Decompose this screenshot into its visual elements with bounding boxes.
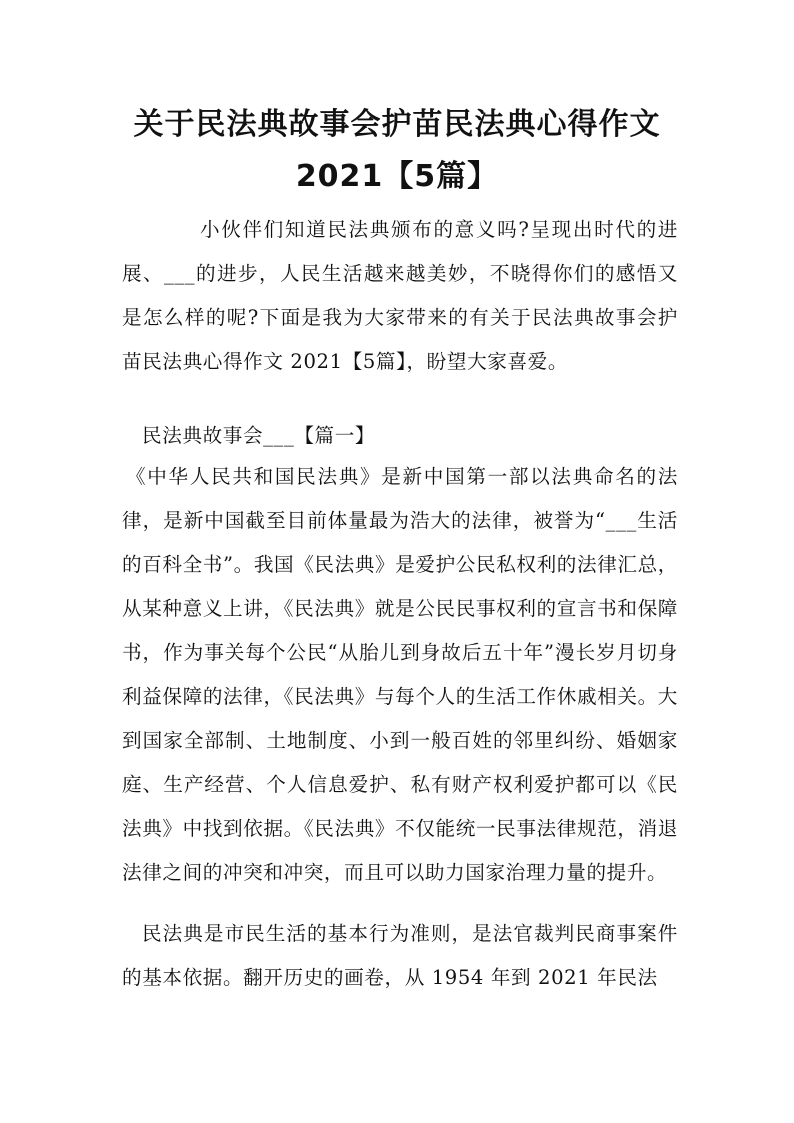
section-heading: 民法典故事会___【篇一】: [142, 424, 376, 447]
document-title-line-2: 2021【5篇】: [295, 159, 499, 194]
body-paragraph-1: 《中华人民共和国民法典》是新中国第一部以法典命名的法律，是新中国截至目前体量最为浩大的法律，被誉为“___生活的百科全书”。我国《民法典》是爱护公民私权利的法律汇总，从某种意义上讲，《民法典》就是公民民事权利的宣言书和保障书，作为事关每个公民“从胎儿到身故后五十年”漫长岁月切身利益保障的法律，《民法典》与每个人的生活工作休戚相关。大到国家全部制、土地制度、小到一般百姓的邻里纠纷、婚姻家庭、生产经营、个人信息爱护、私有财产权利爱护都可以《民法典》中找到依据。《民法典》不仅能统一民事法律规范，消退法律之间的冲突和冲突，而且可以助力国家治理力量的提升。: [122, 465, 678, 884]
document-title-line-1: 关于民法典故事会护苗民法典心得作文: [133, 107, 661, 142]
intro-paragraph: 小伙伴们知道民法典颁布的意义吗?呈现出时代的进展、___的进步，人民生活越来越美妙，不晓得你们的感悟又是怎么样的呢?下面是我为大家带来的有关于民法典故事会护苗民法典心得作文 2021【5篇】，盼望大家喜爱。: [122, 218, 678, 373]
body-paragraph-2: 民法典是市民生活的基本行为准则，是法官裁判民商事案件的基本依据。翻开历史的画卷，从 1954 年到 2021 年民法: [122, 922, 678, 989]
